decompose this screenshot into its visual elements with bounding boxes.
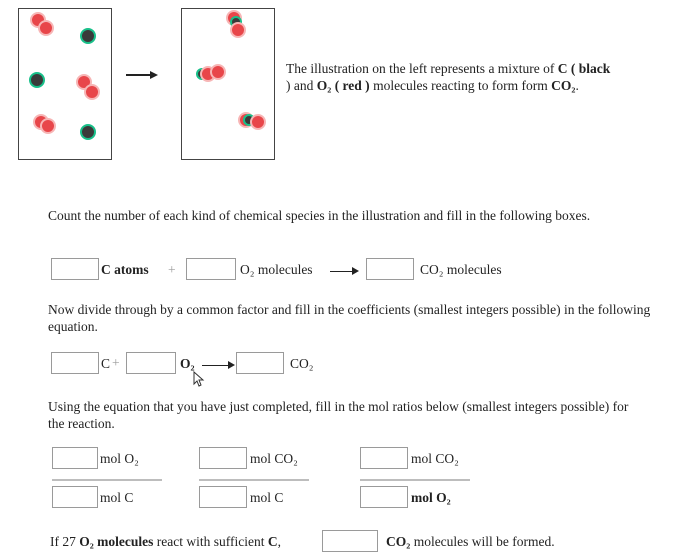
product-illustration bbox=[181, 8, 275, 160]
c-atoms-count-input[interactable] bbox=[51, 258, 99, 280]
o2-molecules-label: O₂ molecules bbox=[240, 262, 313, 277]
final-question-text: If 27 O₂ molecules react with sufficient C, bbox=[50, 534, 282, 549]
oxygen-atom bbox=[38, 20, 54, 36]
ratio-co2-c-top-label: mol CO₂ bbox=[250, 451, 298, 466]
o2-coefficient-input[interactable] bbox=[126, 352, 176, 374]
final-result-text: CO₂ molecules will be formed. bbox=[386, 534, 555, 549]
oxygen-atom bbox=[230, 22, 246, 38]
ratio-instructions: Using the equation that you have just completed, fill in the mol ratios below (smallest integers possible) for the reaction. bbox=[48, 399, 629, 431]
intro-text: The illustration on the left represents a mixture of C ( black ) and O₂ ( red ) molecules reacting to form form CO₂. bbox=[286, 61, 611, 93]
ratio-co2-c-fraction-line bbox=[199, 479, 309, 481]
ratio-co2-o2-fraction-line bbox=[360, 479, 470, 481]
ratio-co2-o2-bottom-label: mol O₂ bbox=[411, 490, 451, 505]
oxygen-atom bbox=[250, 114, 266, 130]
co2-molecules-label: CO₂ molecules bbox=[420, 262, 502, 277]
divide-instructions: Now divide through by a common factor and fill in the coefficients (smallest integers possible) in the following equation. bbox=[48, 302, 651, 334]
carbon-atom bbox=[80, 28, 96, 44]
plus-sign: + bbox=[112, 355, 120, 370]
carbon-atom bbox=[80, 124, 96, 140]
count-arrow bbox=[330, 271, 352, 272]
plus-sign: + bbox=[168, 262, 176, 277]
oxygen-atom bbox=[84, 84, 100, 100]
ratio-o2-c-fraction-line bbox=[52, 479, 162, 481]
equation-arrow bbox=[202, 365, 228, 366]
c-coefficient-input[interactable] bbox=[51, 352, 99, 374]
co2-formed-input[interactable] bbox=[322, 530, 378, 552]
ratio-co2-o2-bottom-input[interactable] bbox=[360, 486, 408, 508]
reaction-arrow-head bbox=[150, 71, 158, 79]
c-label: C bbox=[101, 356, 111, 371]
carbon-atom bbox=[29, 72, 45, 88]
ratio-co2-c-bottom-label: mol C bbox=[250, 490, 284, 505]
ratio-co2-o2-top-label: mol CO₂ bbox=[411, 451, 459, 466]
co2-label: CO₂ bbox=[290, 356, 314, 371]
count-arrow-head bbox=[352, 267, 359, 275]
ratio-co2-c-top-input[interactable] bbox=[199, 447, 247, 469]
o2-molecules-count-input[interactable] bbox=[186, 258, 236, 280]
reaction-arrow bbox=[126, 74, 150, 76]
count-instructions: Count the number of each kind of chemical species in the illustration and fill in the following boxes. bbox=[48, 208, 591, 223]
co2-coefficient-input[interactable] bbox=[236, 352, 284, 374]
c-atoms-label: C atoms bbox=[101, 262, 149, 277]
oxygen-atom bbox=[40, 118, 56, 134]
ratio-o2-c-top-input[interactable] bbox=[52, 447, 98, 469]
equation-arrow-head bbox=[228, 361, 235, 369]
ratio-o2-c-bottom-label: mol C bbox=[100, 490, 134, 505]
o2-label: O₂ bbox=[180, 356, 195, 371]
oxygen-atom bbox=[210, 64, 226, 80]
co2-molecules-count-input[interactable] bbox=[366, 258, 414, 280]
ratio-o2-c-top-label: mol O₂ bbox=[100, 451, 139, 466]
ratio-o2-c-bottom-input[interactable] bbox=[52, 486, 98, 508]
ratio-co2-o2-top-input[interactable] bbox=[360, 447, 408, 469]
mouse-cursor-icon bbox=[193, 371, 205, 387]
ratio-co2-c-bottom-input[interactable] bbox=[199, 486, 247, 508]
